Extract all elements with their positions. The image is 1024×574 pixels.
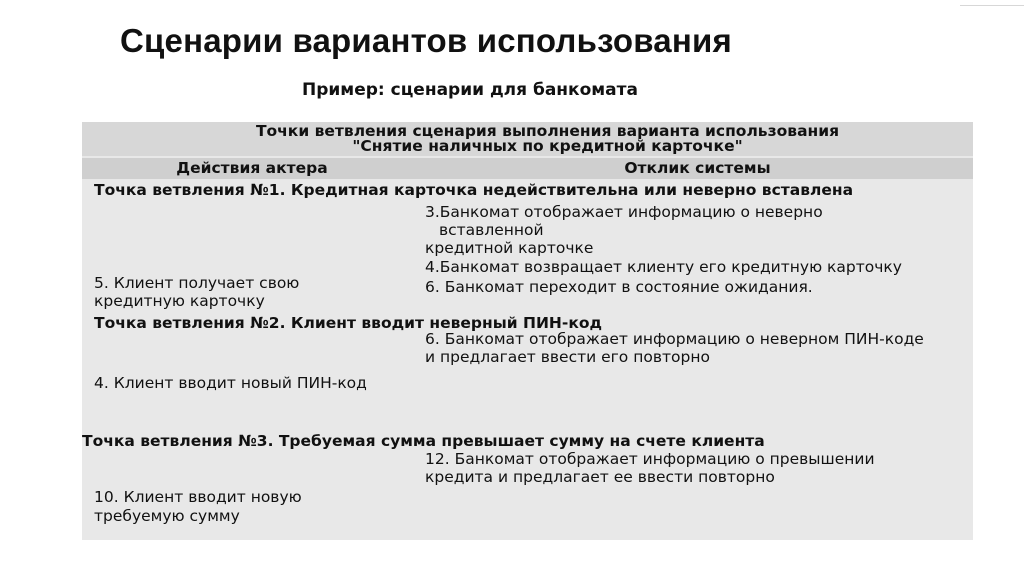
branch-2-system-step-6-line1: 6. Банкомат отображает информацию о неверном ПИН-коде (425, 330, 924, 348)
table-caption (82, 122, 973, 156)
branch-1-system-step-3-line3: кредитной карточке (425, 239, 594, 257)
branch-1-system-step-4: 4.Банкомат возвращает клиенту его кредитную карточку (425, 258, 902, 276)
table-caption-line2: "Снятие наличных по кредитной карточке" (352, 137, 743, 155)
branch-2-actor-step-4: 4. Клиент вводит новый ПИН-код (94, 374, 367, 392)
branch-1-system-step-6: 6. Банкомат переходит в состояние ожидания. (425, 278, 813, 296)
slide-subtitle: Пример: сценарии для банкомата (302, 80, 638, 100)
branch-3-system-step-12-line2: кредита и предлагает ее ввести повторно (425, 468, 775, 486)
branch-1-title: Точка ветвления №1. Кредитная карточка недействительна или неверно вставлена (94, 181, 854, 199)
table-caption-line1: Точки ветвления сценария выполнения варианта использования (255, 122, 840, 140)
branch-3-system-step-12-line1: 12. Банкомат отображает информацию о превышении (425, 450, 875, 468)
column-header-actor: Действия актера (176, 159, 328, 177)
slide-title: Сценарии вариантов использования (120, 22, 732, 59)
branch-1-system-step-3-line2: вставленной (439, 221, 544, 239)
branch-2-system-step-6-line2: и предлагает ввести его повторно (425, 348, 710, 366)
branch-1-actor-step-5-line2: кредитную карточку (94, 292, 265, 310)
branch-1-actor-step-5-line1: 5. Клиент получает свою (94, 274, 300, 292)
branch-3-actor-step-10-line2: требуемую сумму (94, 507, 240, 525)
scenario-table (82, 122, 973, 540)
branch-2-title: Точка ветвления №2. Клиент вводит неверный ПИН-код (94, 314, 603, 332)
branch-3-title: Точка ветвления №3. Требуемая сумма превышает сумму на счете клиента (82, 432, 765, 450)
top-divider (960, 5, 1024, 6)
branch-1-system-step-3-line1: 3.Банкомат отображает информацию о неверно (425, 203, 823, 221)
column-header-system: Отклик системы (624, 159, 771, 177)
branch-3-actor-step-10-line1: 10. Клиент вводит новую (94, 488, 302, 506)
table-header-row (82, 158, 973, 179)
